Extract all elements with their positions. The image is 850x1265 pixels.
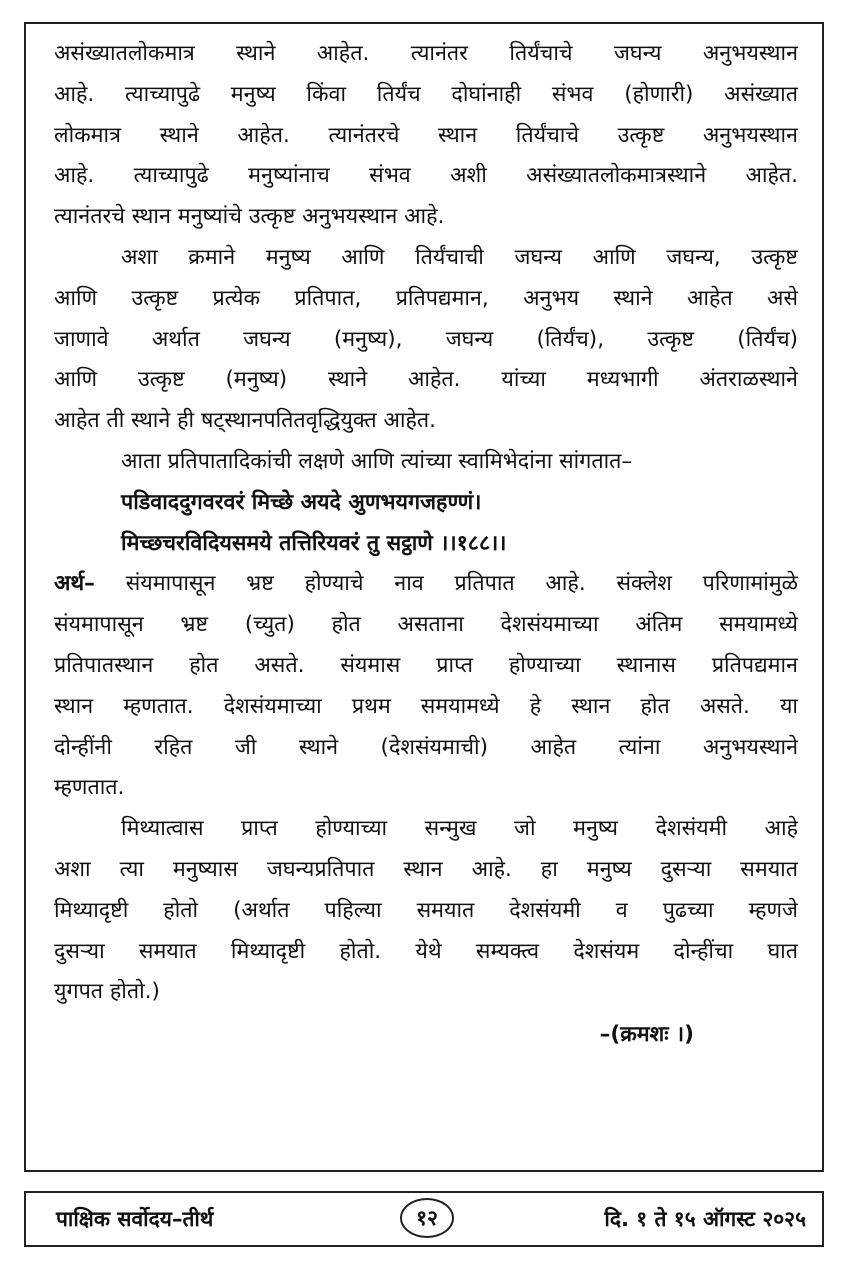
issue-date: दि. १ ते १५ ऑगस्ट २०२५ [604, 1207, 806, 1231]
paragraph-1 [54, 34, 798, 238]
paragraph-line: जाणावे अर्थात जघन्य (मनुष्य), जघन्य (तिर्यंच), उत्कृष्ट (तिर्यंच) [54, 326, 798, 352]
paragraph-line: प्रतिपातस्थान होत असते. संयमास प्राप्त होण्याच्या स्थानास प्रतिपद्यमान [54, 652, 798, 678]
paragraph-line: दोन्हींनी रहित जी स्थाने (देशसंयमाची) आहेत त्यांना अनुभयस्थाने [54, 734, 798, 760]
continued-marker: –(क्रमशः ।) [599, 1022, 694, 1048]
paragraph-line: आणि उत्कृष्ट प्रत्येक प्रतिपात, प्रतिपद्यमान, अनुभय स्थाने आहेत असे [54, 285, 798, 311]
page-footer [24, 1191, 824, 1247]
page-number: १२ [400, 1198, 454, 1238]
paragraph-2 [54, 238, 798, 442]
verse-line: मिच्छचरविदियसमये तत्तिरियवरं तु सट्ठाणे ।।१८८।। [121, 530, 507, 556]
paragraph-line: दुसऱ्या समयात मिथ्यादृष्टी होतो. येथे सम्यक्त्व देशसंयम दोन्हींचा घात [54, 938, 798, 964]
verse-block [54, 483, 798, 565]
paragraph-line: असंख्यातलोकमात्र स्थाने आहेत. त्यानंतर तिर्यंचाचे जघन्य अनुभयस्थान [54, 41, 798, 66]
paragraph-line [54, 564, 798, 605]
artha-paragraph [54, 564, 798, 809]
paragraph-line: मिथ्यात्वास प्राप्त होण्याच्या सन्मुख जो मनुष्य देशसंयमी आहे [121, 816, 798, 842]
article-body [54, 34, 798, 1056]
paragraph-line: स्थान म्हणतात. देशसंयमाच्या प्रथम समयामध्ये हे स्थान होत असते. या [54, 693, 798, 719]
paragraph-4 [54, 809, 798, 1013]
paragraph-line: त्यानंतरचे स्थान मनुष्यांचे उत्कृष्ट अनुभयस्थान आहे. [54, 204, 445, 230]
verse-line: पडिवाददुगवरवरं मिच्छे अयदे अुणभयगजहण्णं। [121, 489, 482, 515]
paragraph-line: आणि उत्कृष्ट (मनुष्य) स्थाने आहेत. यांच्या मध्यभागी अंतराळस्थाने [54, 367, 798, 393]
paragraph-line: अशा क्रमाने मनुष्य आणि तिर्यंचाची जघन्य आणि जघन्य, उत्कृष्ट [121, 244, 798, 270]
paragraph-line: म्हणतात. [54, 775, 125, 801]
paragraph-line: अशा त्या मनुष्यास जघन्यप्रतिपात स्थान आहे. हा मनुष्य दुसऱ्या समयात [54, 856, 798, 882]
paragraph-line: युगपत होतो.) [54, 979, 160, 1005]
paragraph-line: आहे. त्याच्यापुढे मनुष्यांनाच संभव अशी असंख्यातलोकमात्रस्थाने आहेत. [54, 163, 798, 189]
paragraph-line: आहेत ती स्थाने ही षट्स्थानपतितवृद्धियुक्त आहेत. [54, 408, 436, 434]
verse-introduction: आता प्रतिपातादिकांची लक्षणे आणि त्यांच्या स्वामिभेदांना सांगतात– [121, 448, 633, 474]
paragraph-line: लोकमात्र स्थाने आहेत. त्यानंतरचे स्थान तिर्यंचाचे उत्कृष्ट अनुभयस्थान [54, 122, 798, 148]
artha-first-line: संयमापासून भ्रष्ट होण्याचे नाव प्रतिपात आहे. संक्लेश परिणामांमुळे [94, 571, 798, 597]
paragraph-line: आहे. त्याच्यापुढे मनुष्य किंवा तिर्यंच दोघांनाही संभव (होणारी) असंख्यात [54, 81, 798, 107]
paragraph-line: मिथ्यादृष्टी होतो (अर्थात पहिल्या समयात देशसंयमी व पुढच्या म्हणजे [54, 897, 798, 923]
publication-name: पाक्षिक सर्वोदय–तीर्थ [56, 1207, 214, 1231]
artha-label: अर्थ– [54, 571, 95, 597]
paragraph-line: संयमापासून भ्रष्ट (च्युत) होत असताना देशसंयमाच्या अंतिम समयामध्ये [54, 612, 798, 638]
